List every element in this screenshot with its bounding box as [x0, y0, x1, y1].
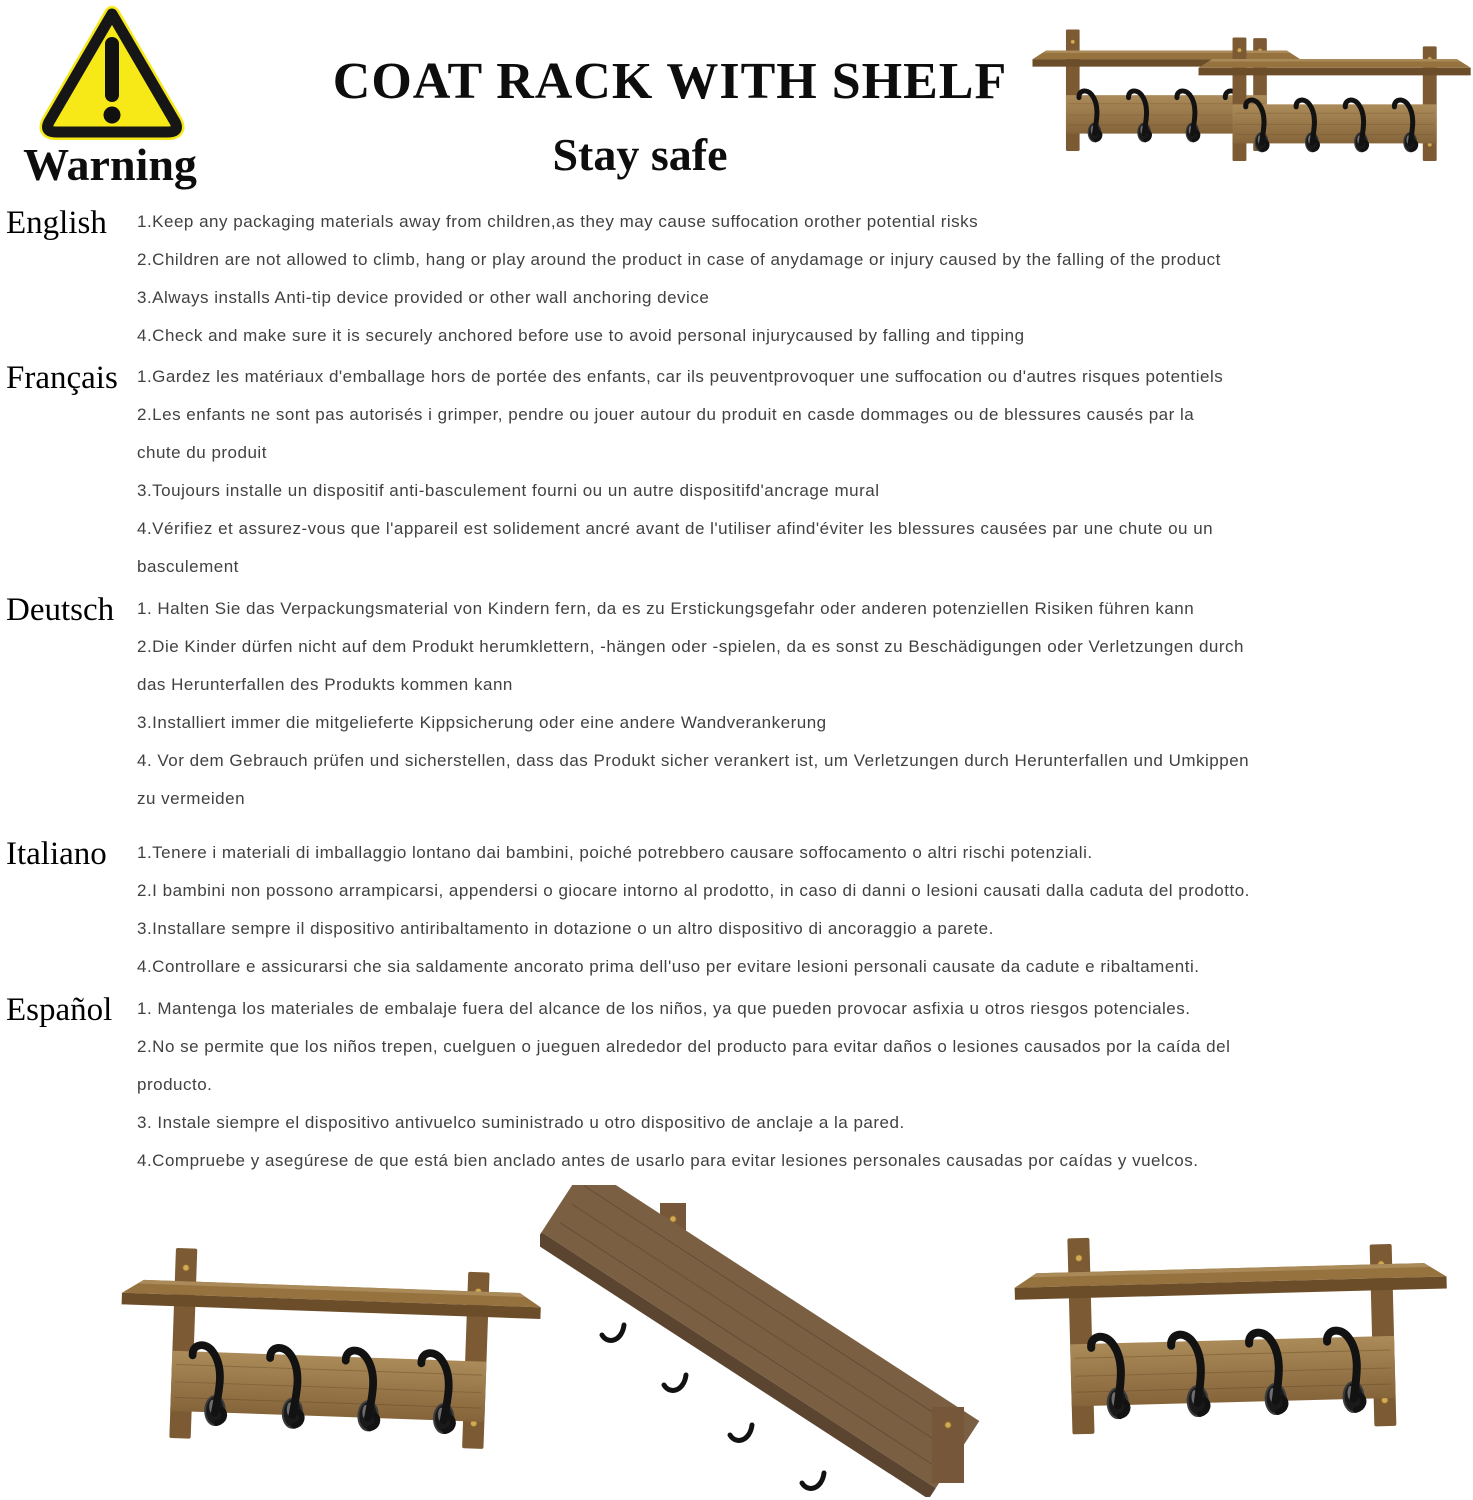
- warning-line: 2.Les enfants ne sont pas autorisés i grimper, pendre ou jouer autour du produit en casde dommages ou de blessures causés par la: [137, 405, 1195, 424]
- warning-line: 3.Installiert immer die mitgelieferte Kippsicherung oder eine andere Wandverankerung: [137, 713, 827, 732]
- language-label-english: English: [6, 205, 107, 241]
- warning-line: 1.Gardez les matériaux d'emballage hors de portée des enfants, car ils peuventprovoquer une suffocation ou d'autres risques potentiels: [137, 367, 1224, 386]
- warning-line: 3. Instale siempre el dispositivo antivuelco suministrado u otro dispositivo de anclaje a la pared.: [137, 1113, 905, 1132]
- warning-line: 1.Tenere i materiali di imballaggio lontano dai bambini, poiché potrebbero causare soffocamento o altri rischi potenziali.: [137, 843, 1093, 862]
- warning-line: das Herunterfallen des Produkts kommen kann: [137, 675, 513, 694]
- product-photo-rack-top-view: [540, 1185, 990, 1497]
- warning-label: Warning: [23, 139, 197, 190]
- warning-line: 4. Vor dem Gebrauch prüfen und sicherstellen, dass das Produkt sicher verankert ist, um Verletzungen durch Herunterfallen und Umkippen: [137, 751, 1250, 770]
- warning-line: 4.Check and make sure it is securely anchored before use to avoid personal injurycaused by falling and tipping: [137, 326, 1025, 345]
- warning-line: producto.: [137, 1075, 213, 1094]
- product-photo-rack-front: [1002, 1216, 1462, 1456]
- page-subtitle: Stay safe: [552, 129, 728, 180]
- warning-line: 3.Toujours installe un dispositif anti-basculement fourni ou un autre dispositifd'ancrage mural: [137, 481, 880, 500]
- warning-line: 4.Vérifiez et assurez-vous que l'appareil est solidement ancré avant de l'utiliser afind'éviter les blessures causées par une chute ou un: [137, 519, 1214, 538]
- warning-block: [0, 0, 230, 200]
- language-label-deutsch: Deutsch: [6, 592, 115, 628]
- warning-line: 3.Always installs Anti-tip device provided or other wall anchoring device: [137, 288, 710, 307]
- warning-line: 2.Children are not allowed to climb, hang or play around the product in case of anydamage or injury caused by the falling of the product: [137, 250, 1221, 269]
- warning-line: 4.Controllare e assicurarsi che sia saldamente ancorato prima dell'uso per evitare lesioni personali causate da cadute e ribaltamenti.: [137, 957, 1200, 976]
- warning-line: 2.Die Kinder dürfen nicht auf dem Produkt herumklettern, -hängen oder -spielen, da es sonst zu Beschädigungen oder Verletzungen durch: [137, 637, 1244, 656]
- warning-line: basculement: [137, 557, 239, 576]
- warning-line: 3.Installare sempre il dispositivo antiribaltamento in dotazione o un altro dispositivo di ancoraggio a parete.: [137, 919, 994, 938]
- warning-line: 1. Halten Sie das Verpackungsmaterial von Kindern fern, da es zu Erstickungsgefahr oder anderen potenziellen Risiken führen kann: [137, 599, 1195, 618]
- warning-line: 2.I bambini non possono arrampicarsi, appendersi o giocare intorno al prodotto, in caso di danni o lesioni causati dalla caduta del prodotto.: [137, 881, 1250, 900]
- warning-line: 1. Mantenga los materiales de embalaje fuera del alcance de los niños, ya que pueden provocar asfixia u otros riesgos potenciales.: [137, 999, 1191, 1018]
- warning-line: 2.No se permite que los niños trepen, cuelguen o jueguen alrededor del producto para evitar daños o lesiones causados por la caída del: [137, 1037, 1231, 1056]
- product-photo-rack-pair: [1028, 4, 1473, 204]
- language-label-francais: Français: [6, 360, 118, 396]
- warning-line: 4.Compruebe y asegúrese de que está bien anclado antes de usarlo para evitar lesiones personales causadas por caídas y vuelcos.: [137, 1151, 1199, 1170]
- language-label-italiano: Italiano: [6, 836, 107, 872]
- warning-line: zu vermeiden: [137, 789, 246, 808]
- language-label-espanol: Español: [6, 992, 113, 1028]
- warning-line: 1.Keep any packaging materials away from children,as they may cause suffocation orother potential risks: [137, 212, 979, 231]
- page-title: COAT RACK WITH SHELF: [332, 53, 1008, 110]
- warning-triangle-icon: [34, 2, 190, 142]
- product-photo-rack-angled: [108, 1214, 548, 1494]
- warning-line: chute du produit: [137, 443, 267, 462]
